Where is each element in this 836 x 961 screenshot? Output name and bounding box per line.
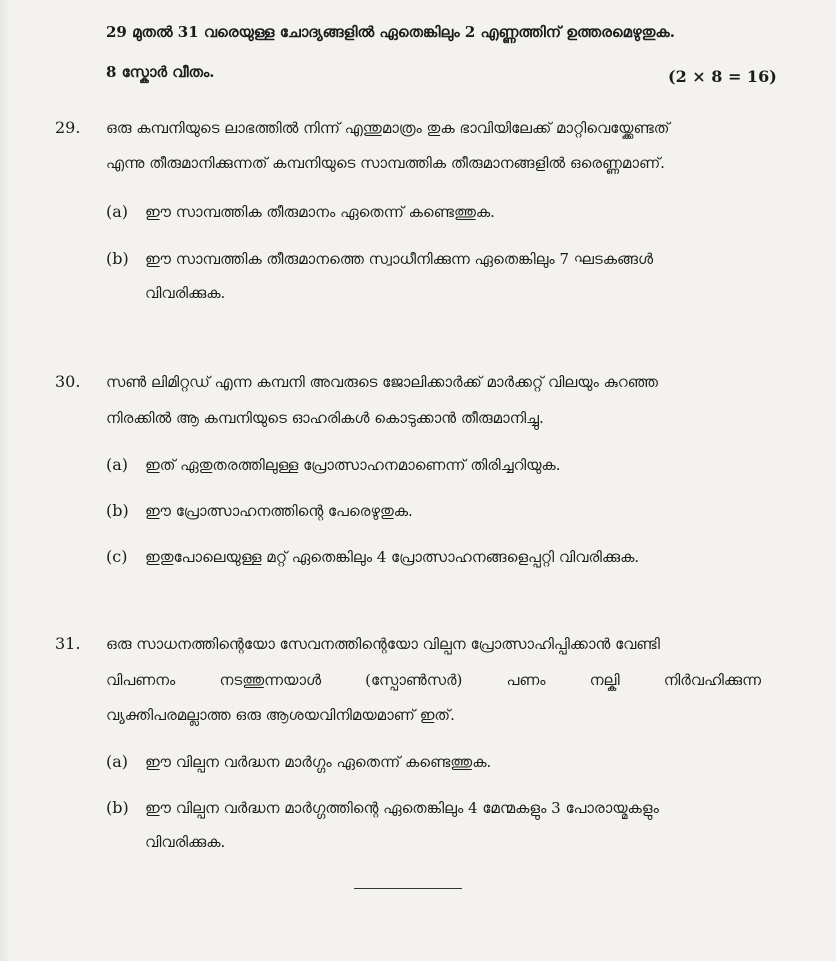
end-rule	[354, 888, 462, 889]
question-31-text-line-2: വിപണനം നടത്തുന്നയാൾ (സ്പോൺസർ) പണം നല്കി നിർവഹിക്കുന്ന	[106, 671, 761, 689]
question-30-part-a-label: (a)	[106, 455, 129, 474]
question-30-part-b-label: (b)	[106, 501, 129, 520]
question-number-31: 31.	[55, 634, 81, 653]
question-29-part-a-text: ഈ സാമ്പത്തിക തീരുമാനം ഏതെന്ന് കണ്ടെത്തുക.	[145, 203, 495, 221]
instruction-line-2: 8 സ്കോർ വീതം.	[106, 63, 215, 81]
question-29-text-line-1: ഒരു കമ്പനിയുടെ ലാഭത്തിൽ നിന്ന് എന്തുമാത്രം തുക ഭാവിയിലേക്ക് മാറ്റിവെയ്ക്കേണ്ടത്	[106, 119, 670, 137]
question-30-text-line-1: സൺ ലിമിറ്റഡ് എന്ന കമ്പനി അവരുടെ ജോലിക്കാർക്ക് മാർക്കറ്റ് വിലയും കുറഞ്ഞ	[106, 373, 658, 391]
question-29-part-b-text-line-2: വിവരിക്കുക.	[145, 284, 226, 302]
question-29-text-line-2: എന്നു തീരുമാനിക്കുന്നത് കമ്പനിയുടെ സാമ്പത്തിക തീരുമാനങ്ങളിൽ ഒരെണ്ണമാണ്.	[106, 154, 665, 172]
instruction-line-1: 29 മുതൽ 31 വരെയുള്ള ചോദ്യങ്ങളിൽ ഏതെങ്കിലും 2 എണ്ണത്തിന് ഉത്തരമെഴുതുക.	[106, 23, 675, 41]
question-31-part-b-text-line-1: ഈ വില്പന വർദ്ധന മാർഗ്ഗത്തിന്റെ ഏതെങ്കിലും 4 മേന്മകളും 3 പോരായ്മകളും	[145, 799, 659, 817]
question-31-text-line-3: വ്യക്തിപരമല്ലാത്ത ഒരു ആശയവിനിമയമാണ് ഇത്.	[106, 706, 455, 724]
question-31-part-a-label: (a)	[106, 752, 129, 771]
question-30-part-a-text: ഇത് ഏതുതരത്തിലുള്ള പ്രോത്സാഹനമാണെന്ന് തിരിച്ചറിയുക.	[145, 456, 561, 474]
question-29-part-b-text-line-1: ഈ സാമ്പത്തിക തീരുമാനത്തെ സ്വാധീനിക്കുന്ന ഏതെങ്കിലും 7 ഘടകങ്ങൾ	[145, 250, 654, 268]
question-31-part-b-label: (b)	[106, 798, 129, 817]
marks-allocation: (2 × 8 = 16)	[668, 67, 777, 86]
question-31-part-a-text: ഈ വില്പന വർദ്ധന മാർഗ്ഗം ഏതെന്ന് കണ്ടെത്തുക.	[145, 753, 492, 771]
question-30-part-c-label: (c)	[106, 547, 128, 566]
question-number-29: 29.	[55, 118, 81, 137]
page-edge-shadow	[0, 0, 10, 961]
question-30-text-line-2: നിരക്കിൽ ആ കമ്പനിയുടെ ഓഹരികൾ കൊടുക്കാൻ തീരുമാനിച്ചു.	[106, 409, 544, 427]
question-number-30: 30.	[55, 372, 81, 391]
question-29-part-b-label: (b)	[106, 249, 129, 268]
question-30-part-c-text: ഇതുപോലെയുള്ള മറ്റ് ഏതെങ്കിലും 4 പ്രോത്സാഹനങ്ങളെപ്പറ്റി വിവരിക്കുക.	[145, 548, 640, 566]
question-31-text-line-1: ഒരു സാധനത്തിന്റെയോ സേവനത്തിന്റെയോ വില്പന പ്രോത്സാഹിപ്പിക്കാൻ വേണ്ടി	[106, 635, 660, 653]
question-30-part-b-text: ഈ പ്രോത്സാഹനത്തിന്റെ പേരെഴുതുക.	[145, 502, 413, 520]
question-29-part-a-label: (a)	[106, 202, 129, 221]
question-31-part-b-text-line-2: വിവരിക്കുക.	[145, 833, 226, 851]
